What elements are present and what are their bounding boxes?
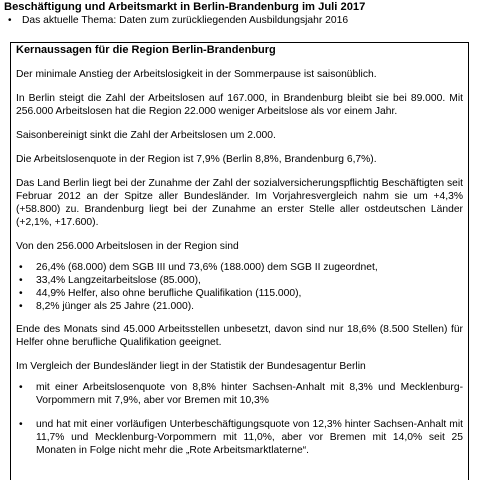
list-item-text: mit einer Arbeitslosenquote von 8,8% hinter Sachsen-Anhalt mit 8,3% und Mecklenburg-Vorpommern mit 7,9%, aber vor Bremen mit 10,3% bbox=[36, 382, 463, 406]
list-item bbox=[16, 261, 463, 274]
bullet-marker: • bbox=[8, 15, 12, 26]
box-title: Kernaussagen für die Region Berlin-Brandenburg bbox=[16, 44, 276, 56]
bullet-marker: • bbox=[19, 382, 23, 393]
list-item bbox=[16, 418, 463, 457]
paragraph-comparison-intro: Im Vergleich der Bundesländer liegt in der Statistik der Bundesagentur Berlin bbox=[16, 361, 366, 372]
list-item-text: 33,4% Langzeitarbeitslose (85.000), bbox=[36, 275, 201, 286]
list-item bbox=[16, 274, 463, 287]
paragraph-seasonal: Der minimale Anstieg der Arbeitslosigkeit in der Sommerpause ist saisonüblich. bbox=[16, 69, 377, 80]
list-item bbox=[16, 300, 463, 313]
bullet-marker: • bbox=[19, 301, 23, 312]
paragraph-unemployment-rate: Die Arbeitslosenquote in der Region ist 7,9% (Berlin 8,8%, Brandenburg 6,7%). bbox=[16, 154, 377, 165]
topic-line bbox=[8, 14, 476, 27]
paragraph-vacancies: Ende des Monats sind 45.000 Arbeitsstellen unbesetzt, davon sind nur 18,6% (8.500 Stellen) für Helfer ohne berufliche Qualifikation geeignet. bbox=[16, 324, 463, 348]
bullet-marker: • bbox=[19, 262, 23, 273]
topic-text: Das aktuelle Thema: Daten zum zurückliegenden Ausbildungsjahr 2016 bbox=[22, 15, 349, 26]
paragraph-seasonally-adjusted: Saisonbereinigt sinkt die Zahl der Arbeitslosen um 2.000. bbox=[16, 130, 276, 141]
paragraph-list-intro: Von den 256.000 Arbeitslosen in der Region sind bbox=[16, 241, 239, 252]
unemployed-breakdown-list bbox=[16, 261, 463, 313]
bullet-marker: • bbox=[19, 275, 23, 286]
list-item-text: 44,9% Helfer, also ohne berufliche Qualifikation (115.000), bbox=[36, 288, 302, 299]
bullet-marker: • bbox=[19, 419, 23, 430]
key-statements-box bbox=[10, 42, 469, 480]
paragraph-unemployed-counts: In Berlin steigt die Zahl der Arbeitslosen auf 167.000, in Brandenburg bleibt sie bei 89.000. Mit 256.000 Arbeitslosen hat die Region 22.000 weniger Arbeitslose als vor einem Jahr. bbox=[16, 93, 463, 117]
state-comparison-list bbox=[16, 381, 463, 457]
list-item-text: und hat mit einer vorläufigen Unterbeschäftigungsquote von 12,3% hinter Sachsen-Anhalt mit 11,7% und Mecklenburg-Vorpommern mit 11,0%, aber vor Bremen mit 14,0% seit 25 Monaten in Folge nicht mehr die „Rote Arbeitsmarktlaterne“. bbox=[36, 419, 463, 456]
list-item bbox=[16, 381, 463, 407]
list-item-text: 26,4% (68.000) dem SGB III und 73,6% (188.000) dem SGB II zugeordnet, bbox=[36, 262, 378, 273]
list-item bbox=[16, 287, 463, 300]
page-title: Beschäftigung und Arbeitsmarkt in Berlin-Brandenburg im Juli 2017 bbox=[4, 1, 366, 13]
list-item-text: 8,2% jünger als 25 Jahre (21.000). bbox=[36, 301, 194, 312]
paragraph-employment-growth: Das Land Berlin liegt bei der Zunahme der Zahl der sozialversicherungspflichtig Beschäftigten seit Februar 2012 an der Spitze aller Bundesländer. Im Vorjahresvergleich nahm sie um +4,3% (+58.800) zu. Brandenburg liegt bei der Zunahme an erster Stelle aller ostdeutschen Länder (+2,1%, +17.600). bbox=[16, 178, 463, 228]
bullet-marker: • bbox=[19, 288, 23, 299]
